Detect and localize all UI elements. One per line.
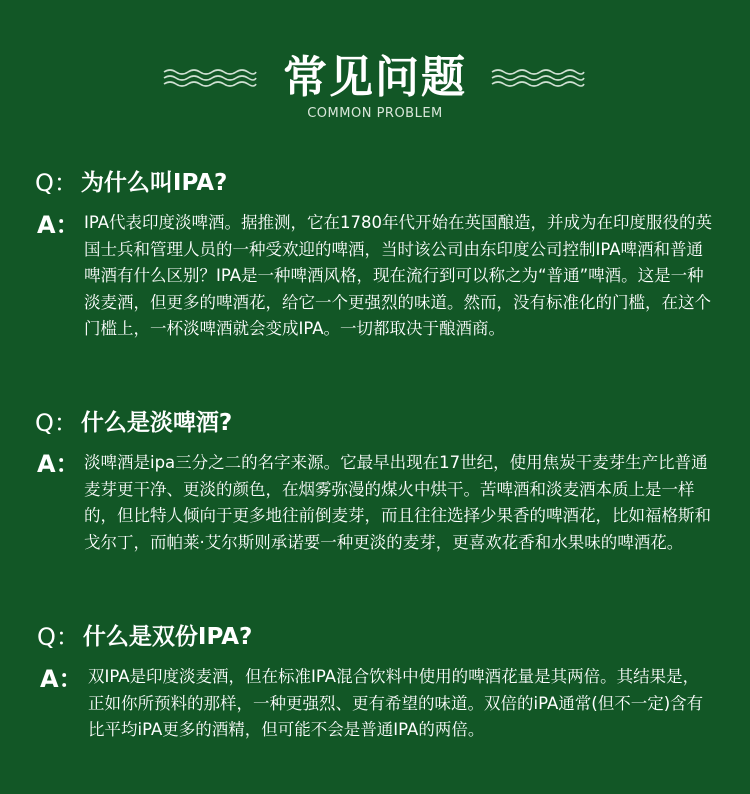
faq-answer: 双IPA是印度淡麦酒，但在标准IPA混合饮料中使用的啤酒花量是其两倍。其结果是，正如你所预料的那样，一种更强烈、更有希望的味道。双倍的iPA通常(但不一定)含有比平均iPA更多的酒精，但可能不会是普通IPA的两倍。: [88, 667, 704, 739]
section-header: [0, 52, 750, 132]
page-title: 常见问题: [283, 52, 467, 103]
faq-answer: IPA代表印度淡啤酒。据推测，它在1780年代开始在英国酿造，并成为在印度服役的英国士兵和管理人员的一种受欢迎的啤酒，当时该公司由东印度公司控制IPA啤酒和普通啤酒有什么区别？IPA是一种啤酒风格，现在流行到可以称之为“普通”啤酒。这是一种淡麦酒，但更多的啤酒花，给它一个更强烈的味道。然而，没有标准化的门槛，在这个门槛上，一杯淡啤酒就会变成IPA。一切都取决于酿酒商。: [84, 213, 713, 338]
answer-marker: A：: [37, 450, 80, 478]
question-marker: Q：: [35, 409, 78, 437]
question-marker: Q：: [37, 623, 80, 651]
question-marker: Q：: [35, 169, 78, 197]
faq-answer: 淡啤酒是ipa三分之二的名字来源。它最早出现在17世纪，使用焦炭干麦芽生产比普通麦芽更干净、更淡的颜色，在烟雾弥漫的煤火中烘干。苦啤酒和淡麦酒本质上是一样的，但比特人倾向于更多地往前倒麦芽，而且往往选择少果香的啤酒花，比如福格斯和戈尔丁，而帕莱·艾尔斯则承诺要一种更淡的麦芽，更喜欢花香和水果味的啤酒花。: [84, 453, 711, 552]
faq-question-row: [37, 622, 252, 652]
faq-question: 什么是淡啤酒?: [80, 410, 233, 436]
answer-marker: A：: [37, 211, 80, 239]
faq-question: 什么是双份IPA?: [82, 624, 253, 650]
faq-question-row: [35, 408, 232, 438]
page-subtitle: COMMON PROBLEM: [307, 106, 443, 121]
faq-question: 为什么叫IPA?: [80, 170, 228, 196]
wave-lines-icon: [490, 67, 586, 89]
answer-marker: A：: [40, 665, 83, 693]
faq-question-row: [35, 168, 227, 198]
